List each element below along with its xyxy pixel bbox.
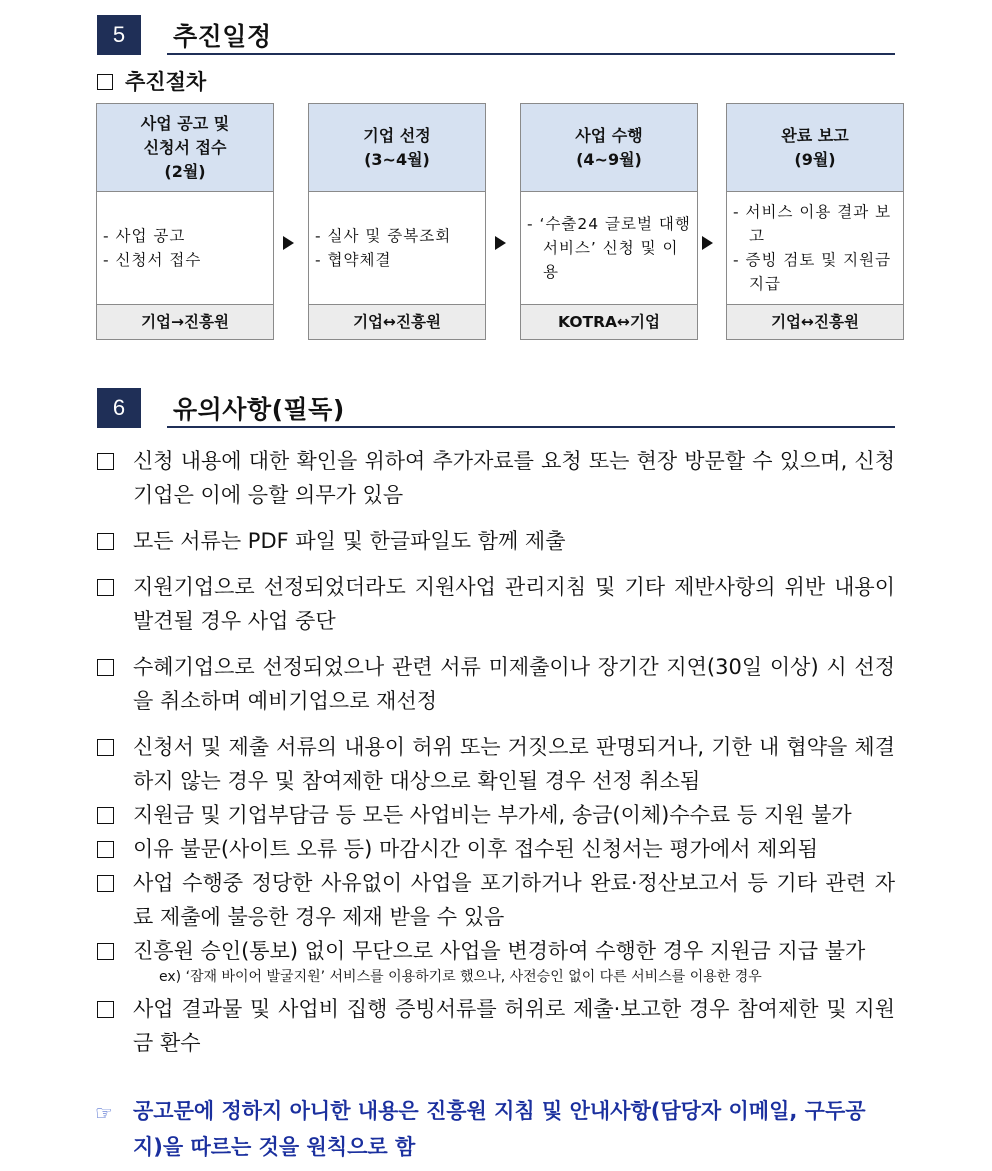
notice-text: 신청서 및 제출 서류의 내용이 허위 또는 거짓으로 판명되거나, 기한 내 협약을 체결하지 않는 경우 및 참여제한 대상으로 확인될 경우 선정 취소됨: [133, 735, 895, 793]
step-task: - 실사 및 중복조회: [315, 227, 452, 245]
section-number-badge: 5: [97, 15, 141, 55]
example-note: ex) ‘잠재 바이어 발굴지원’ 서비스를 이용하기로 했으나, 사전승인 없이 다른 서비스를 이용한 경우: [159, 969, 762, 985]
notice-text: 이유 불문(사이트 오류 등) 마감시간 이후 접수된 신청서는 평가에서 제외됨: [133, 837, 819, 861]
step-task: - 신청서 접수: [103, 251, 202, 269]
step-header: [727, 104, 903, 192]
notice-text: 모든 서류는 PDF 파일 및 한글파일도 함께 제출: [133, 529, 566, 553]
tip-text: 공고문에 정하지 아니한 내용은 진흥원 지침 및 안내사항(담당자 이메일, 구두공지)을 따르는 것을 원칙으로 함: [133, 1099, 866, 1159]
procedure-title: 추진절차: [125, 70, 207, 94]
step-body: [521, 192, 697, 304]
process-step-4: [726, 103, 904, 340]
step-header-line: (4~9월): [576, 149, 642, 169]
section-title: 유의사항(필독): [173, 395, 345, 424]
step-header-line: (3~4월): [364, 149, 430, 169]
section-6-header: [97, 388, 895, 428]
process-step-3: [520, 103, 698, 340]
list-item: [97, 866, 895, 934]
right-triangle-icon: [702, 236, 713, 250]
step-body: [97, 192, 273, 304]
list-item: [97, 832, 895, 866]
list-item: [97, 992, 895, 1060]
empty-square-icon: [97, 533, 114, 550]
section-underline: [167, 426, 895, 428]
list-item: [97, 798, 895, 832]
step-body: [727, 192, 903, 304]
section-5-header: [97, 15, 895, 55]
step-actor: 기업↔진흥원: [309, 304, 485, 339]
empty-square-icon: [97, 659, 114, 676]
process-step-1: [96, 103, 274, 340]
step-header-line: (2월): [164, 161, 206, 181]
section-underline: [167, 53, 895, 55]
empty-square-icon: [97, 807, 114, 824]
empty-square-icon: [97, 453, 114, 470]
notice-text: 진흥원 승인(통보) 없이 무단으로 사업을 변경하여 수행한 경우 지원금 지급 불가: [133, 939, 866, 963]
notice-text: 수혜기업으로 선정되었으나 관련 서류 미제출이나 장기간 지연(30일 이상) 시 선정을 취소하며 예비기업으로 재선정: [133, 655, 895, 713]
step-actor: 기업↔진흥원: [727, 304, 903, 339]
section-title: 추진일정: [173, 22, 272, 51]
list-item: [97, 570, 895, 638]
list-item: [97, 444, 895, 512]
notice-text: 신청 내용에 대한 확인을 위하여 추가자료를 요청 또는 현장 방문할 수 있으며, 신청기업은 이에 응할 의무가 있음: [133, 449, 895, 507]
procedure-heading: [97, 66, 206, 96]
list-item: [97, 730, 895, 798]
empty-square-icon: [97, 579, 114, 596]
list-item: [97, 524, 895, 558]
step-task: - 서비스 이용 결과 보고: [733, 203, 892, 245]
step-header: [309, 104, 485, 192]
step-header-line: 사업 수행: [575, 125, 643, 145]
empty-square-icon: [97, 1001, 114, 1018]
step-actor: KOTRA↔기업: [521, 304, 697, 339]
step-actor: 기업→진흥원: [97, 304, 273, 339]
step-task: - 증빙 검토 및 지원금 지급: [733, 251, 892, 293]
step-header-line: 완료 보고: [781, 125, 849, 145]
step-task: - 협약체결: [315, 251, 392, 269]
step-header: [97, 104, 273, 192]
list-item: [97, 650, 895, 718]
notice-list: [97, 444, 895, 1060]
notice-text: 지원기업으로 선정되었더라도 지원사업 관리지침 및 기타 제반사항의 위반 내용이 발견될 경우 사업 중단: [133, 575, 895, 633]
list-item: [97, 934, 895, 968]
section-number-badge: 6: [97, 388, 141, 428]
right-triangle-icon: [495, 236, 506, 250]
empty-square-icon: [97, 74, 113, 90]
pointing-hand-icon: ☞: [95, 1101, 113, 1125]
empty-square-icon: [97, 943, 114, 960]
empty-square-icon: [97, 841, 114, 858]
notice-text: 사업 결과물 및 사업비 집행 증빙서류를 허위로 제출·보고한 경우 참여제한 및 지원금 환수: [133, 997, 895, 1055]
step-body: [309, 192, 485, 304]
notice-text: 지원금 및 기업부담금 등 모든 사업비는 부가세, 송금(이체)수수료 등 지원 불가: [133, 803, 852, 827]
right-triangle-icon: [283, 236, 294, 250]
step-task: - 사업 공고: [103, 227, 186, 245]
step-header-line: 신청서 접수: [143, 137, 227, 157]
empty-square-icon: [97, 875, 114, 892]
step-header-line: 기업 선정: [363, 125, 431, 145]
step-task: - ‘수출24 글로벌 대행 서비스’ 신청 및 이용: [527, 215, 691, 281]
process-step-2: [308, 103, 486, 340]
guideline-tip: [97, 1093, 895, 1165]
step-header: [521, 104, 697, 192]
step-header-line: 사업 공고 및: [140, 113, 230, 133]
notice-text: 사업 수행중 정당한 사유없이 사업을 포기하거나 완료·정산보고서 등 기타 관련 자료 제출에 불응한 경우 제재 받을 수 있음: [133, 871, 895, 929]
step-header-line: (9월): [794, 149, 836, 169]
empty-square-icon: [97, 739, 114, 756]
